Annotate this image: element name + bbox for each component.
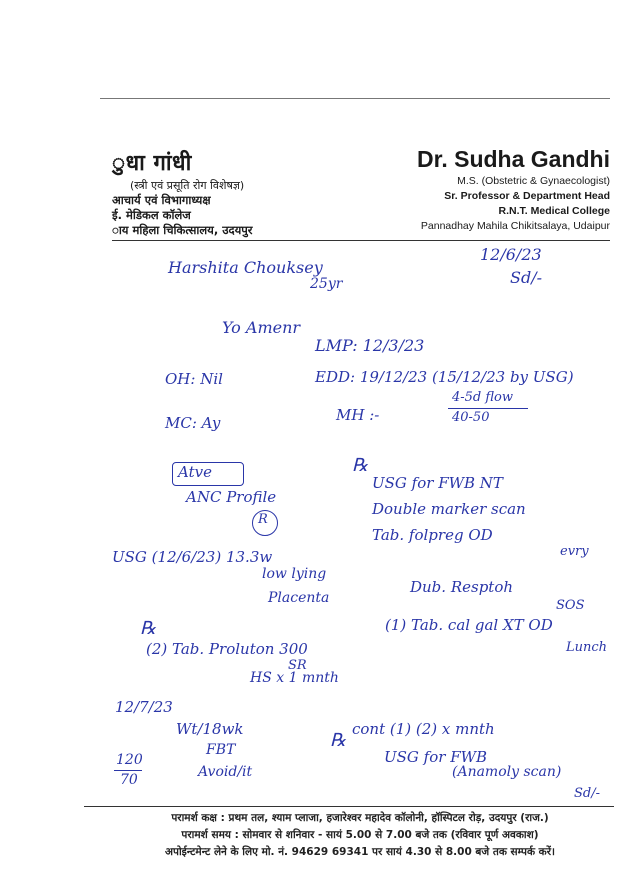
doctor-college: R.N.T. Medical College (498, 205, 610, 217)
footer-appointment: अपोईन्टमेन्ट लेने के लिए मो. नं. 94629 69341 पर सायं 4.30 से 8.00 बजे तक सम्पर्क करें। (164, 846, 556, 858)
rx-line-3b: evry (560, 544, 589, 559)
bp-systolic: 120 (116, 752, 143, 768)
edd-note: EDD: 19/12/23 (15/12/23 by USG) (315, 368, 574, 386)
avoid-note: Avoid/it (198, 764, 253, 780)
tab-2-sr: SR (288, 658, 307, 673)
bp-diastolic: 70 (120, 772, 138, 788)
rx-line-7: USG for FWB (384, 748, 488, 766)
mc-note: MC: Ay (165, 414, 221, 432)
rx-symbol: ℞ (352, 455, 369, 476)
footer (120, 810, 600, 861)
followup-date: 12/7/23 (115, 698, 173, 716)
footer-address: परामर्श कक्ष : प्रथम तल, श्याम प्लाजा, हजारेश्वर महादेव कॉलोनी, हॉस्पिटल रोड़, उदयपुर (राज.) (171, 812, 549, 824)
letterhead-hindi (112, 150, 372, 238)
letterhead-english (417, 144, 610, 234)
mh-flow-note: 4-5d flow (452, 390, 514, 405)
rx-symbol-3: ℞ (330, 730, 347, 751)
rx-line-4b: SOS (556, 598, 585, 613)
doctor-position: Sr. Professor & Department Head (444, 190, 610, 202)
doctor-name: Dr. Sudha Gandhi (417, 146, 610, 172)
note-date: 12/6/23 (480, 245, 542, 264)
weight-note: Wt/18wk (176, 720, 244, 738)
usg-note: USG (12/6/23) 13.3w (112, 548, 273, 566)
hindi-college: ई. मेडिकल कॉलेज (112, 208, 191, 222)
hindi-title: आचार्य एवं विभागाध्यक्ष (112, 193, 211, 207)
bp-fraction-line (114, 770, 142, 771)
mh-cycle-note: 40-50 (452, 410, 490, 425)
patient-age: 25yr (310, 276, 343, 292)
patient-name: Harshita Chouksey (168, 258, 323, 277)
rx-line-2: Double marker scan (372, 500, 526, 518)
lmp-note: LMP: 12/3/23 (315, 336, 425, 355)
doctor-degree: M.S. (Obstetric & Gynaecologist) (457, 175, 610, 187)
mh-fraction-line (448, 408, 528, 409)
anc-profile-note: ANC Profile (186, 488, 277, 506)
rx-line-4: Dub. Resptoh (410, 578, 514, 596)
rx-line-3: Tab. folpreg OD (372, 526, 493, 544)
rx-line-7b: (Anamoly scan) (452, 764, 562, 780)
rx-line-5b: Lunch (566, 640, 608, 655)
boxed-note-text: Atve (178, 463, 212, 481)
usg-note-3: Placenta (268, 590, 330, 606)
hindi-hospital: ाय महिला चिकित्सालय, उदयपुर (112, 223, 253, 237)
rx-line-6: cont (1) (2) x mnth (352, 720, 495, 738)
tab-2-duration: HS x 1 mnth (250, 670, 339, 686)
doctor-hospital: Pannadhay Mahila Chikitsalaya, Udaipur (420, 220, 610, 232)
note-initials: Sd/- (510, 268, 542, 287)
obstetric-line: Yo Amenr (222, 318, 301, 337)
rx-line-1: USG for FWB NT (372, 474, 503, 492)
hindi-specialty: (स्त्री एवं प्रसूति रोग विशेषज्ञ) (130, 179, 245, 192)
hindi-doctor-name: ुधा गांधी (112, 151, 192, 176)
footer-timing: परामर्श समय : सोमवार से शनिवार - सायं 5.00 से 7.00 बजे तक (रविवार पूर्ण अवकाश) (181, 829, 539, 841)
header-divider (112, 240, 610, 241)
footer-divider (84, 806, 614, 807)
oh-note: OH: Nil (165, 370, 223, 388)
tab-2-note: (2) Tab. Proluton 300 (146, 640, 308, 658)
usg-note-2: low lying (262, 566, 327, 582)
fbt-note: FBT (206, 742, 236, 758)
rx-symbol-2: ℞ (140, 618, 157, 639)
rx-line-5: (1) Tab. cal gal XT OD (385, 616, 553, 634)
anc-mark: R (258, 512, 268, 527)
paper-edge-line (100, 98, 610, 99)
signature: Sd/- (574, 786, 600, 801)
mh-note: MH :- (336, 406, 380, 424)
